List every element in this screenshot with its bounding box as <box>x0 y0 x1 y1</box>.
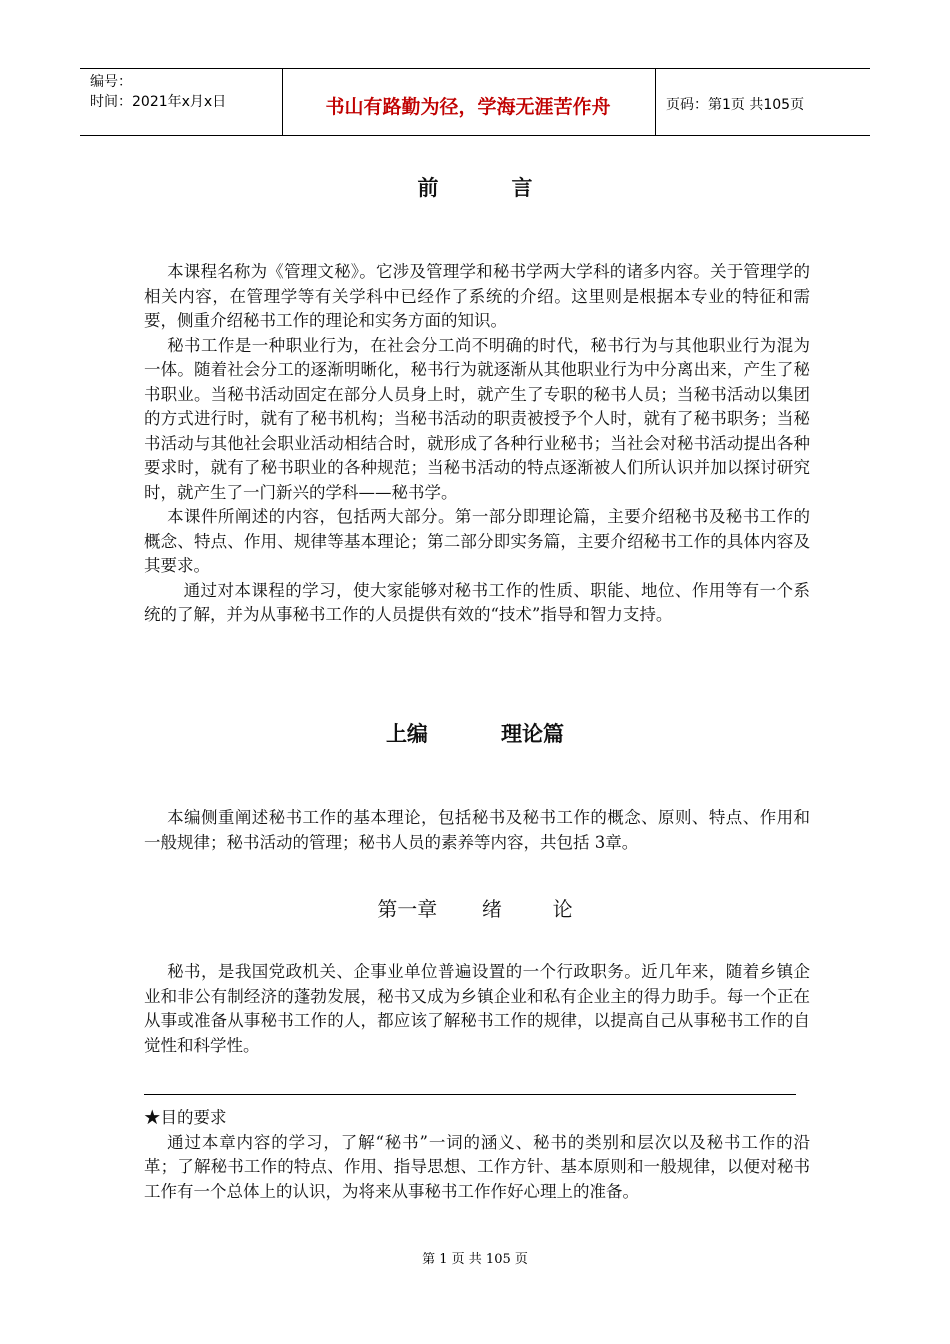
preface-paragraph-4: 通过对本课程的学习，使大家能够对秘书工作的性质、职能、地位、作用等有一个系统的了解，并为从事秘书工作的人员提供有效的“技术”指导和智力支持。 <box>144 580 810 624</box>
objective-block <box>144 1106 810 1204</box>
chapter1-intro-block <box>144 960 810 1058</box>
header-top-border <box>80 68 870 69</box>
part1-intro: 本编侧重阐述秘书工作的基本理论，包括秘书及秘书工作的概念、原则、特点、作用和一般规律；秘书活动的管理；秘书人员的素养等内容，共包括 3章。 <box>144 808 810 852</box>
header-divider-right <box>655 68 656 136</box>
chapter1-intro: 秘书，是我国党政机关、企事业单位普遍设置的一个行政职务。近几年来，随着乡镇企业和非公有制经济的蓬勃发展，秘书又成为乡镇企业和私有企业主的得力助手。每一个正在从事或准备从事秘书工作的人，都应该了解秘书工作的规律，以提高自己从事秘书工作的自觉性和科学性。 <box>144 962 810 1055</box>
header-bottom-border <box>80 135 870 136</box>
page-footer: 第 1 页 共 105 页 <box>422 1252 528 1267</box>
objective-label: ★目的要求 <box>144 1108 227 1127</box>
part1-title: 上编 理论篇 <box>385 721 565 746</box>
header-meta <box>90 72 226 112</box>
header-page-info: 页码：第1页 共105页 <box>666 97 805 113</box>
date-label: 时间：2021年x月x日 <box>90 94 227 110</box>
serial-label: 编号： <box>90 74 132 90</box>
preface-body <box>144 260 810 628</box>
preface-paragraph-1: 本课程名称为《管理文秘》。它涉及管理学和秘书学两大学科的诸多内容。关于管理学的相关内容，在管理学等有关学科中已经作了系统的介绍。这里则是根据本专业的特征和需要，侧重介绍秘书工作的理论和实务方面的知识。 <box>144 262 810 330</box>
preface-title: 前 言 <box>417 175 533 200</box>
preface-paragraph-3: 本课件所阐述的内容，包括两大部分。第一部分即理论篇，主要介绍秘书及秘书工作的概念、特点、作用、规律等基本理论；第二部分即实务篇，主要介绍秘书工作的具体内容及其要求。 <box>144 507 810 575</box>
chapter1-title: 第一章 绪 论 <box>377 897 573 921</box>
objective-text: 通过本章内容的学习，了解“秘书”一词的涵义、秘书的类别和层次以及秘书工作的沿革；了解秘书工作的特点、作用、指导思想、工作方针、基本原则和一般规律，以便对秘书工作有一个总体上的认识，为将来从事秘书工作作好心理上的准备。 <box>144 1132 810 1201</box>
part1-intro-block <box>144 806 810 855</box>
preface-paragraph-2: 秘书工作是一种职业行为，在社会分工尚不明确的时代，秘书行为与其他职业行为混为一体。随着社会分工的逐渐明晰化，秘书行为就逐渐从其他职业行为中分离出来，产生了秘书职业。当秘书活动固定在部分人员身上时，就产生了专职的秘书人员；当秘书活动以集团的方式进行时，就有了秘书机构；当秘书活动的职责被授予个人时，就有了秘书职务；当秘书活动与其他社会职业活动相结合时，就形成了各种行业秘书；当社会对秘书活动提出各种要求时，就有了秘书职业的各种规范；当秘书活动的特点逐渐被人们所认识并加以探讨研究时，就产生了一门新兴的学科——秘书学。 <box>144 335 810 502</box>
section-divider <box>144 1094 796 1095</box>
header-motto: 书山有路勤为径，学海无涯苦作舟 <box>325 96 611 118</box>
